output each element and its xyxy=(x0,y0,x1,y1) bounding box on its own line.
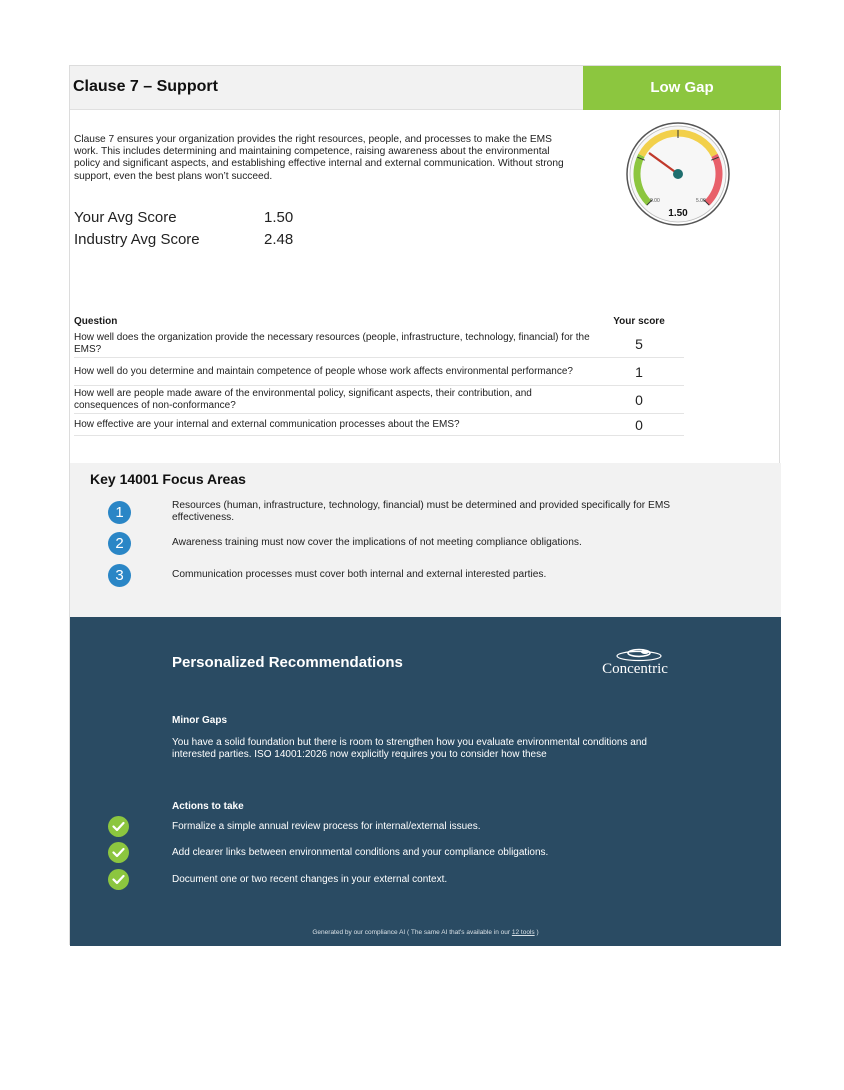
gauge-min-label: 0.00 xyxy=(650,198,660,204)
action-text: Add clearer links between environmental conditions and your compliance obligations. xyxy=(172,847,549,858)
clause-header xyxy=(70,66,781,110)
focus-areas-section xyxy=(70,463,781,617)
logo-text: Concentric xyxy=(602,661,668,677)
question-row xyxy=(74,330,684,358)
questions-table xyxy=(74,316,684,436)
action-item xyxy=(108,842,548,863)
gauge-max-label: 5.00 xyxy=(696,198,706,204)
action-item xyxy=(108,816,480,837)
minor-gaps-title: Minor Gaps xyxy=(172,715,228,726)
gauge-value-label: 1.50 xyxy=(668,208,688,219)
score-gauge xyxy=(623,122,733,226)
report-page xyxy=(69,65,780,945)
focus-item xyxy=(108,500,748,524)
focus-item-text: Communication processes must cover both internal and external interested parties. xyxy=(172,569,547,581)
clause-title: Clause 7 – Support xyxy=(73,78,218,95)
industry-score-label: Industry Avg Score xyxy=(74,231,200,248)
focus-item xyxy=(108,564,748,587)
footer-suffix: ) xyxy=(534,929,539,936)
recommendations-title: Personalized Recommendations xyxy=(172,654,403,671)
focus-areas-title: Key 14001 Focus Areas xyxy=(90,471,246,487)
focus-item xyxy=(108,532,748,555)
number-badge: 1 xyxy=(108,501,131,524)
clause-description: Clause 7 ensures your organization provides the right resources, people, and processes to make the EMS work. This includes determining and maintaining competence, raising awareness about the environmental policy and significant aspects, and establishing effective internal and external communication. Without strong support, even the best plans won’t succeed. xyxy=(74,134,564,182)
question-score: 0 xyxy=(635,416,643,433)
your-score-label: Your Avg Score xyxy=(74,209,177,226)
question-score: 1 xyxy=(635,363,643,380)
industry-score-row xyxy=(74,229,293,251)
tools-link[interactable]: 12 tools xyxy=(511,929,535,936)
score-summary xyxy=(74,207,293,251)
checkmark-icon xyxy=(108,816,129,837)
actions-title: Actions to take xyxy=(172,801,244,812)
concentric-logo xyxy=(595,647,675,681)
question-text: How well do you determine and maintain competence of people whose work affects environmental performance? xyxy=(74,365,573,377)
question-score: 5 xyxy=(635,335,643,352)
question-row xyxy=(74,386,684,414)
question-score: 0 xyxy=(635,391,643,408)
action-item xyxy=(108,869,447,890)
action-text: Document one or two recent changes in your external context. xyxy=(172,874,448,885)
action-text: Formalize a simple annual review process for internal/external issues. xyxy=(172,821,481,832)
gauge-hub xyxy=(673,169,683,179)
gauge-graphic xyxy=(623,122,733,226)
your-score-value: 1.50 xyxy=(264,209,294,226)
question-text: How effective are your internal and external communication processes about the EMS? xyxy=(74,418,460,430)
minor-gaps-text: You have a solid foundation but there is room to strengthen how you evaluate environmental conditions and interested parties. ISO 14001:2026 now explicitly requires you to consider how these xyxy=(172,737,647,761)
number-badge: 3 xyxy=(108,564,131,587)
questions-header xyxy=(74,316,684,330)
question-column-header: Question xyxy=(74,316,118,327)
question-text: How well are people made aware of the environmental policy, significant aspects, their contribution, and consequences of non-conformance? xyxy=(74,388,532,411)
your-score-row xyxy=(74,207,293,229)
question-text: How well does the organization provide the necessary resources (people, infrastructure, technology, financial) for the EMS? xyxy=(74,332,590,355)
question-row xyxy=(74,414,684,436)
industry-score-value: 2.48 xyxy=(264,231,294,248)
recommendations-section xyxy=(70,617,781,946)
number-badge: 2 xyxy=(108,532,131,555)
focus-item-text: Awareness training must now cover the implications of not meeting compliance obligations. xyxy=(172,537,582,549)
checkmark-icon xyxy=(108,842,129,863)
score-column-header: Your score xyxy=(613,316,665,327)
focus-item-text: Resources (human, infrastructure, technology, financial) must be determined and provided specifically for EMS effectiveness. xyxy=(172,500,671,524)
question-row xyxy=(74,358,684,386)
footer-prefix: Generated by our compliance AI ( The same AI that's available in our xyxy=(312,929,512,936)
checkmark-icon xyxy=(108,869,129,890)
gap-level-badge: Low Gap xyxy=(583,66,781,110)
footer-note xyxy=(70,929,781,936)
